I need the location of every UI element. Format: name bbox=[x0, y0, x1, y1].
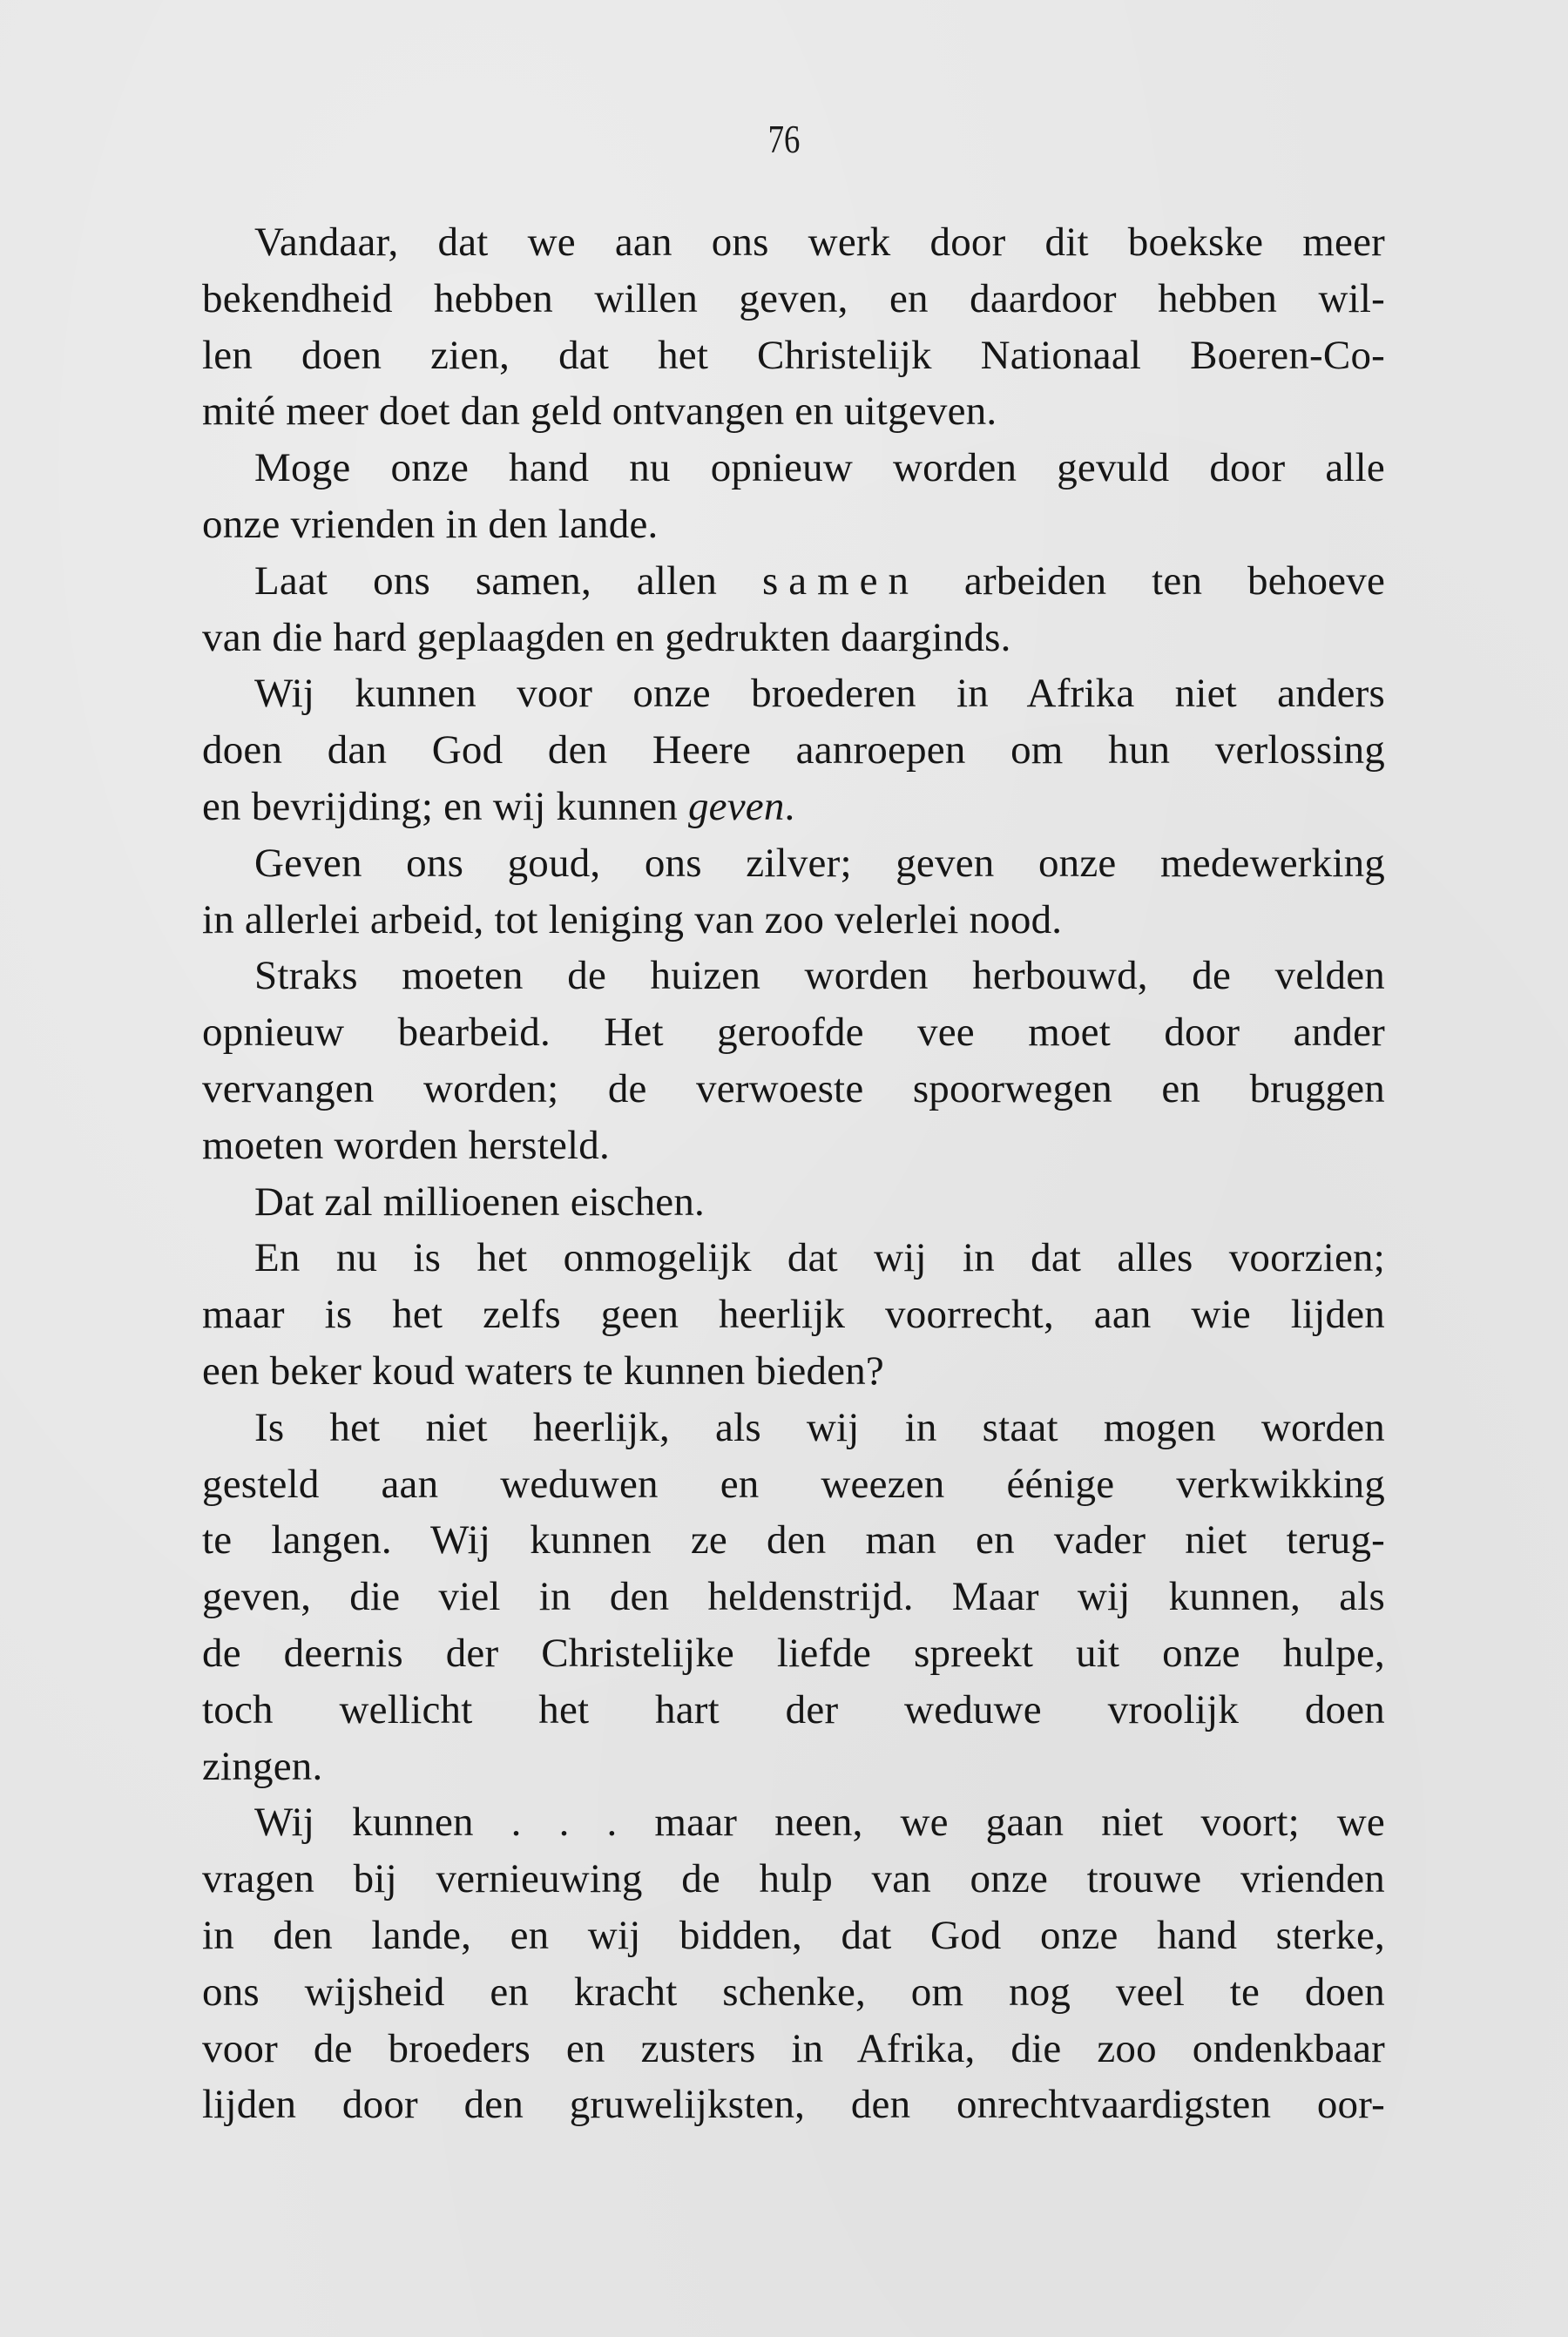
text-line-content: gesteld aan weduwen en weezen éénige verkwikking bbox=[202, 1461, 1385, 1507]
text-line-content: vragen bij vernieuwing de hulp van onze trouwe vrienden bbox=[202, 1856, 1385, 1902]
text-line bbox=[202, 611, 1385, 664]
text-line bbox=[202, 2078, 1385, 2131]
text-line bbox=[202, 1909, 1385, 1962]
text-line-content: maar is het zelfs geen heerlijk voorrecht, aan wie lijden bbox=[202, 1292, 1385, 1338]
text-line bbox=[202, 555, 1385, 607]
text-line-content: geven, die viel in den heldenstrijd. Maar wij kunnen, als bbox=[202, 1574, 1385, 1620]
text-line bbox=[202, 385, 1385, 437]
text-line bbox=[202, 1288, 1385, 1341]
spaced-word: samen bbox=[761, 557, 920, 604]
page-number: 76 bbox=[767, 117, 801, 161]
text-line-content: onze vrienden in den lande. bbox=[202, 502, 659, 547]
text-line-content bbox=[202, 780, 1385, 833]
text-line-content: Wij kunnen . . . maar neen, we gaan niet voort; we bbox=[254, 1800, 1385, 1846]
text-line bbox=[202, 1345, 1385, 1397]
text-line-content: doen dan God den Heere aanroepen om hun verlossing bbox=[202, 727, 1385, 773]
text-line-content: lijden door den gruwelijksten, den onrechtvaardigsten oor- bbox=[202, 2082, 1385, 2128]
text-line bbox=[202, 1063, 1385, 1115]
text-line-content: in allerlei arbeid, tot leniging van zoo velerlei nood. bbox=[202, 896, 1063, 942]
text-line-content: vervangen worden; de verwoeste spoorwegen en bruggen bbox=[202, 1066, 1385, 1111]
text-segment: Laat ons samen, allen bbox=[254, 557, 762, 604]
text-line-content bbox=[202, 555, 1385, 607]
text-line bbox=[202, 724, 1385, 776]
text-line bbox=[202, 780, 1385, 833]
text-line bbox=[202, 2023, 1385, 2075]
text-line bbox=[202, 1458, 1385, 1510]
text-line-content: in den lande, en wij bidden, dat God onze hand sterke, bbox=[202, 1913, 1385, 1958]
text-line bbox=[202, 949, 1385, 1002]
text-line-content: Vandaar, dat we aan ons werk door dit boekske meer bbox=[254, 220, 1385, 265]
text-line-content: toch wellicht het hart der weduwe vroolijk doen bbox=[202, 1686, 1385, 1732]
text-line bbox=[202, 1119, 1385, 1172]
italic-word: geven bbox=[687, 784, 785, 829]
text-line bbox=[202, 1176, 1385, 1228]
text-line-content: Straks moeten de huizen worden herbouwd, de velden bbox=[254, 953, 1385, 999]
text-line bbox=[202, 1006, 1385, 1058]
text-line-content: Dat zal millioenen eischen. bbox=[254, 1179, 705, 1225]
text-line-content: voor de broeders en zusters in Afrika, die zoo ondenkbaar bbox=[202, 2025, 1385, 2071]
text-segment: en bevrijding; en wij kunnen bbox=[202, 784, 688, 829]
text-line bbox=[202, 442, 1385, 494]
text-line bbox=[202, 837, 1385, 889]
text-line bbox=[202, 1966, 1385, 2018]
text-line bbox=[202, 273, 1385, 325]
text-line-content: Wij kunnen voor onze broederen in Afrika niet anders bbox=[254, 671, 1385, 717]
text-line bbox=[202, 1514, 1385, 1566]
text-line-content: bekendheid hebben willen geven, en daardoor hebben wil- bbox=[202, 275, 1385, 321]
text-line bbox=[202, 216, 1385, 268]
text-line-content: moeten worden hersteld. bbox=[202, 1122, 610, 1168]
text-line bbox=[202, 1684, 1385, 1736]
text-line-content: Geven ons goud, ons zilver; geven onze medewerking bbox=[254, 840, 1385, 886]
text-line bbox=[202, 1570, 1385, 1623]
text-line bbox=[202, 329, 1385, 382]
text-line bbox=[202, 1232, 1385, 1284]
text-line-content: zingen. bbox=[202, 1743, 323, 1789]
text-line bbox=[202, 1402, 1385, 1454]
text-line bbox=[202, 1740, 1385, 1793]
text-segment: arbeiden ten behoeve bbox=[919, 557, 1386, 604]
text-line-content: een beker koud waters te kunnen bieden? bbox=[202, 1348, 884, 1394]
text-line bbox=[202, 498, 1385, 550]
text-line-content: Moge onze hand nu opnieuw worden gevuld door alle bbox=[254, 445, 1385, 491]
text-segment: . bbox=[784, 784, 795, 829]
text-line bbox=[202, 1853, 1385, 1905]
text-line bbox=[202, 667, 1385, 719]
text-line bbox=[202, 1627, 1385, 1679]
text-line-content: opnieuw bearbeid. Het geroofde vee moet door ander bbox=[202, 1010, 1385, 1056]
text-line-content: En nu is het onmogelijk dat wij in dat alles voorzien; bbox=[254, 1235, 1385, 1281]
text-line-content: van die hard geplaagden en gedrukten daarginds. bbox=[202, 614, 1011, 660]
text-line-content: mité meer doet dan geld ontvangen en uitgeven. bbox=[202, 388, 997, 435]
text-line-content: Is het niet heerlijk, als wij in staat mogen worden bbox=[254, 1404, 1385, 1450]
text-line-content: de deernis der Christelijke liefde spreekt uit onze hulpe, bbox=[202, 1631, 1385, 1676]
text-line bbox=[202, 1796, 1385, 1848]
text-line-content: len doen zien, dat het Christelijk Nationaal Boeren-Co- bbox=[202, 332, 1385, 378]
text-line-content: ons wijsheid en kracht schenke, om nog veel te doen bbox=[202, 1969, 1385, 2015]
text-line bbox=[202, 894, 1385, 946]
text-line-content: te langen. Wij kunnen ze den man en vader niet terug- bbox=[202, 1517, 1385, 1564]
